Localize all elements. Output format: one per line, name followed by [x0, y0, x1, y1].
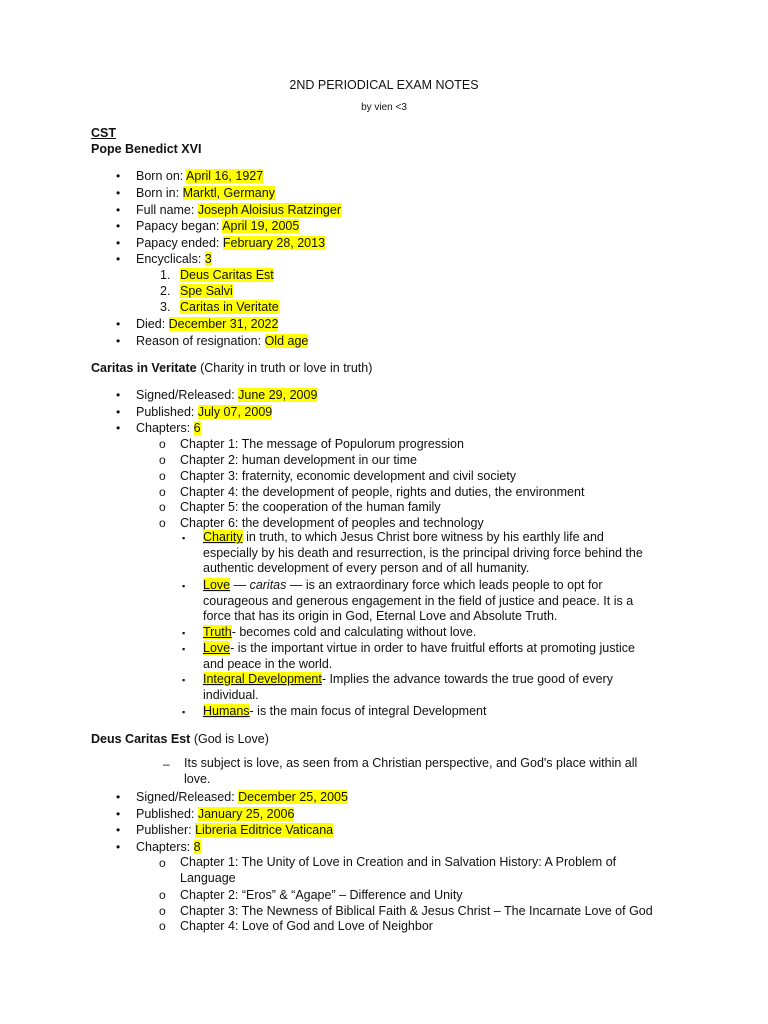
square-marker: ▪: [182, 644, 186, 654]
chapter-item: Chapter 1: The message of Populorum progression: [180, 437, 464, 451]
circle-marker: o: [159, 856, 166, 870]
bullet-marker: •: [116, 388, 121, 402]
dash-marker: –: [163, 757, 170, 771]
list-item: Died: December 31, 2022: [136, 317, 279, 331]
circle-marker: o: [159, 904, 166, 918]
bullet-marker: •: [116, 823, 121, 837]
chapter-item: Chapter 4: Love of God and Love of Neighbor: [180, 919, 433, 933]
encyclical-name: Deus Caritas Est: [180, 268, 274, 282]
bullet-marker: •: [116, 840, 121, 854]
list-item: Publisher: Libreria Editrice Vaticana: [136, 823, 334, 837]
list-item: Encyclicals: 3: [136, 252, 212, 266]
circle-marker: o: [159, 500, 166, 514]
list-item: Full name: Joseph Aloisius Ratzinger: [136, 203, 341, 217]
list-item: Papacy began: April 19, 2005: [136, 219, 300, 233]
square-marker: ▪: [182, 707, 186, 717]
doc-byline: by vien <3: [361, 102, 407, 113]
bullet-marker: •: [116, 219, 121, 233]
bullet-marker: •: [116, 334, 121, 348]
encyclical-number: 2.: [160, 284, 171, 298]
term-truth: Truth- becomes cold and calculating without love.: [203, 625, 477, 639]
bullet-marker: •: [116, 317, 121, 331]
pope-heading: Pope Benedict XVI: [91, 142, 202, 156]
bullet-marker: •: [116, 405, 121, 419]
circle-marker: o: [159, 516, 166, 530]
square-marker: ▪: [182, 675, 186, 685]
term-charity: Charity in truth, to which Jesus Christ bore witness by his earthly life and especially by his death and resurrection, is the principal driving force behind the authentic development of every person and of all humanity.: [203, 530, 643, 576]
bullet-marker: •: [116, 790, 121, 804]
chapter-item: Chapter 2: “Eros” & “Agape” – Difference and Unity: [180, 888, 463, 902]
square-marker: ▪: [182, 533, 186, 543]
list-item: Signed/Released: December 25, 2005: [136, 790, 348, 804]
chapter-item: Chapter 5: the cooperation of the human family: [180, 500, 441, 514]
list-item: Chapters: 8: [136, 840, 201, 854]
section-heading-deus-caritas-est: Deus Caritas Est (God is Love): [91, 732, 269, 746]
bullet-marker: •: [116, 252, 121, 266]
list-item: Published: January 25, 2006: [136, 807, 295, 821]
circle-marker: o: [159, 453, 166, 467]
circle-marker: o: [159, 469, 166, 483]
chapter-item: Chapter 2: human development in our time: [180, 453, 417, 467]
encyclical-name: Spe Salvi: [180, 284, 233, 298]
bullet-marker: •: [116, 421, 121, 435]
term-love: Love- is the important virtue in order to have fruitful efforts at promoting justice and peace in the world.: [203, 641, 635, 671]
chapter-item: Chapter 6: the development of peoples and technology: [180, 516, 484, 530]
bullet-marker: •: [116, 807, 121, 821]
bullet-marker: •: [116, 186, 121, 200]
circle-marker: o: [159, 485, 166, 499]
bullet-marker: •: [116, 169, 121, 183]
circle-marker: o: [159, 888, 166, 902]
term-humans: Humans- is the main focus of integral Development: [203, 704, 487, 718]
list-item: Papacy ended: February 28, 2013: [136, 236, 326, 250]
list-item: Born on: April 16, 1927: [136, 169, 264, 183]
list-item: Published: July 07, 2009: [136, 405, 273, 419]
subject-heading: CST: [91, 126, 116, 140]
circle-marker: o: [159, 437, 166, 451]
bullet-marker: •: [116, 203, 121, 217]
encyclical-number: 3.: [160, 300, 171, 314]
chapter-item: Chapter 4: the development of people, rights and duties, the environment: [180, 485, 585, 499]
doc-title: 2ND PERIODICAL EXAM NOTES: [289, 78, 479, 92]
circle-marker: o: [159, 919, 166, 933]
square-marker: ▪: [182, 628, 186, 638]
list-item: Signed/Released: June 29, 2009: [136, 388, 318, 402]
term-integral-development: Integral Development- Implies the advance towards the true good of every individual.: [203, 672, 613, 702]
encyclical-name: Caritas in Veritate: [180, 300, 279, 314]
dce-intro: Its subject is love, as seen from a Christian perspective, and God's place within all love.: [184, 756, 638, 786]
chapter-item: Chapter 3: The Newness of Biblical Faith & Jesus Christ – The Incarnate Love of God: [180, 904, 653, 918]
square-marker: ▪: [182, 581, 186, 591]
term-love-caritas: Love — caritas — is an extraordinary force which leads people to opt for courageous and generous engagement in the field of justice and peace. It is a force that has its origin in God, Eternal Love and Absolute Truth.: [203, 578, 634, 624]
list-item: Born in: Marktl, Germany: [136, 186, 275, 200]
encyclical-number: 1.: [160, 268, 171, 282]
chapter-item: Chapter 1: The Unity of Love in Creation and in Salvation History: A Problem of Language: [180, 855, 617, 885]
list-item: Chapters: 6: [136, 421, 201, 435]
list-item: Reason of resignation: Old age: [136, 334, 309, 348]
chapter-item: Chapter 3: fraternity, economic development and civil society: [180, 469, 517, 483]
bullet-marker: •: [116, 236, 121, 250]
section-heading-caritas-in-veritate: Caritas in Veritate (Charity in truth or love in truth): [91, 361, 373, 375]
